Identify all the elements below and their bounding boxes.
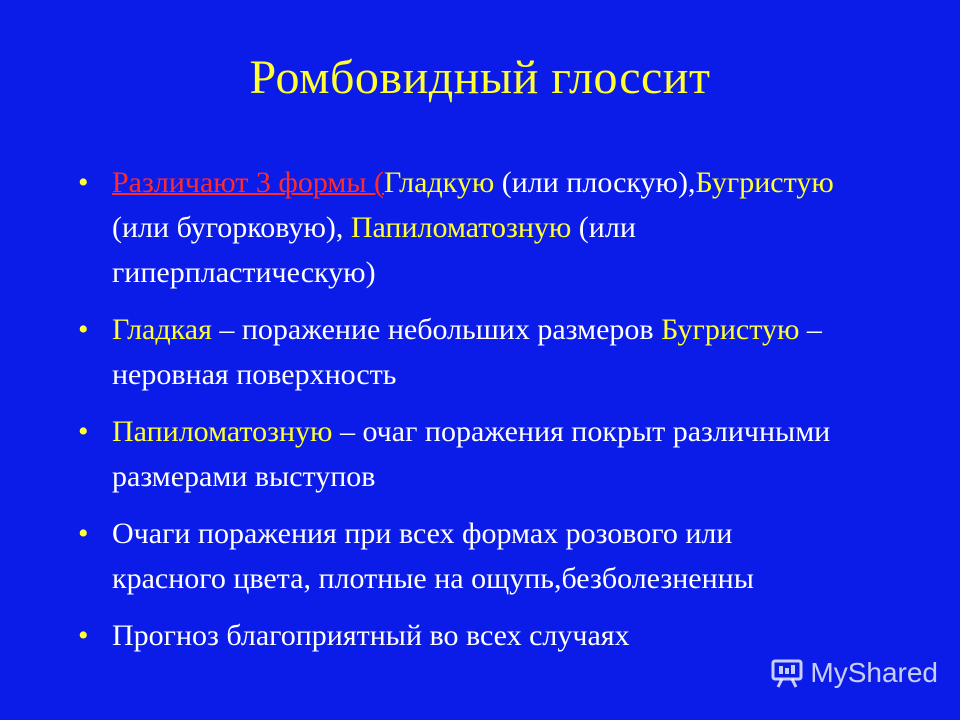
bullet-text-part: Различают 3 формы ( [112, 166, 385, 199]
bullet-text-part: Папиломатозную [350, 211, 572, 244]
bullet-text-part: Очаги поражения при всех формах розового или красного цвета, плотные на ощупь,безболезненны [112, 517, 754, 595]
bullet-list [72, 160, 852, 670]
watermark-text: MyShared [810, 657, 938, 688]
bullet-text [112, 517, 754, 595]
bullet-dot: • [78, 517, 89, 550]
bullet-text-part: –неровная поверхность [112, 313, 822, 391]
bullet-text-part: Бугристую [695, 166, 834, 199]
bullet-text-part: Бугристую [661, 313, 800, 346]
watermark [770, 656, 938, 690]
presentation-board-icon [770, 656, 804, 690]
bullet-text [112, 415, 830, 493]
bullet-text-part: – очаг поражения покрыт различными размерами выступов [112, 415, 831, 493]
bullet-text-part: Папиломатозную [112, 415, 333, 448]
bullet-text [112, 313, 822, 391]
bullet-text-part: Гладкая [112, 313, 212, 346]
bullet-text-part: Гладкую [384, 166, 495, 199]
bullet-item [72, 613, 852, 658]
bullet-text-part: (или гиперпластическую) [112, 211, 636, 289]
bullet-item [72, 160, 852, 295]
bullet-item [72, 409, 852, 499]
bullet-dot: • [78, 415, 89, 448]
bullet-text [112, 619, 630, 652]
bullet-dot: • [78, 619, 89, 652]
bullet-item [72, 307, 852, 397]
bullet-text-part: Прогноз благоприятный во всех случаях [112, 619, 630, 652]
bullet-text [112, 166, 834, 289]
slide-title: Ромбовидный глоссит [249, 51, 711, 104]
bullet-dot: • [78, 313, 89, 346]
bullet-text-part: – поражение небольших размеров [211, 313, 662, 346]
bullet-text-part: (или бугорковую), [112, 211, 351, 244]
bullet-item [72, 511, 852, 601]
bullet-text-part: (или плоскую), [494, 166, 696, 199]
bullet-dot: • [78, 166, 89, 199]
